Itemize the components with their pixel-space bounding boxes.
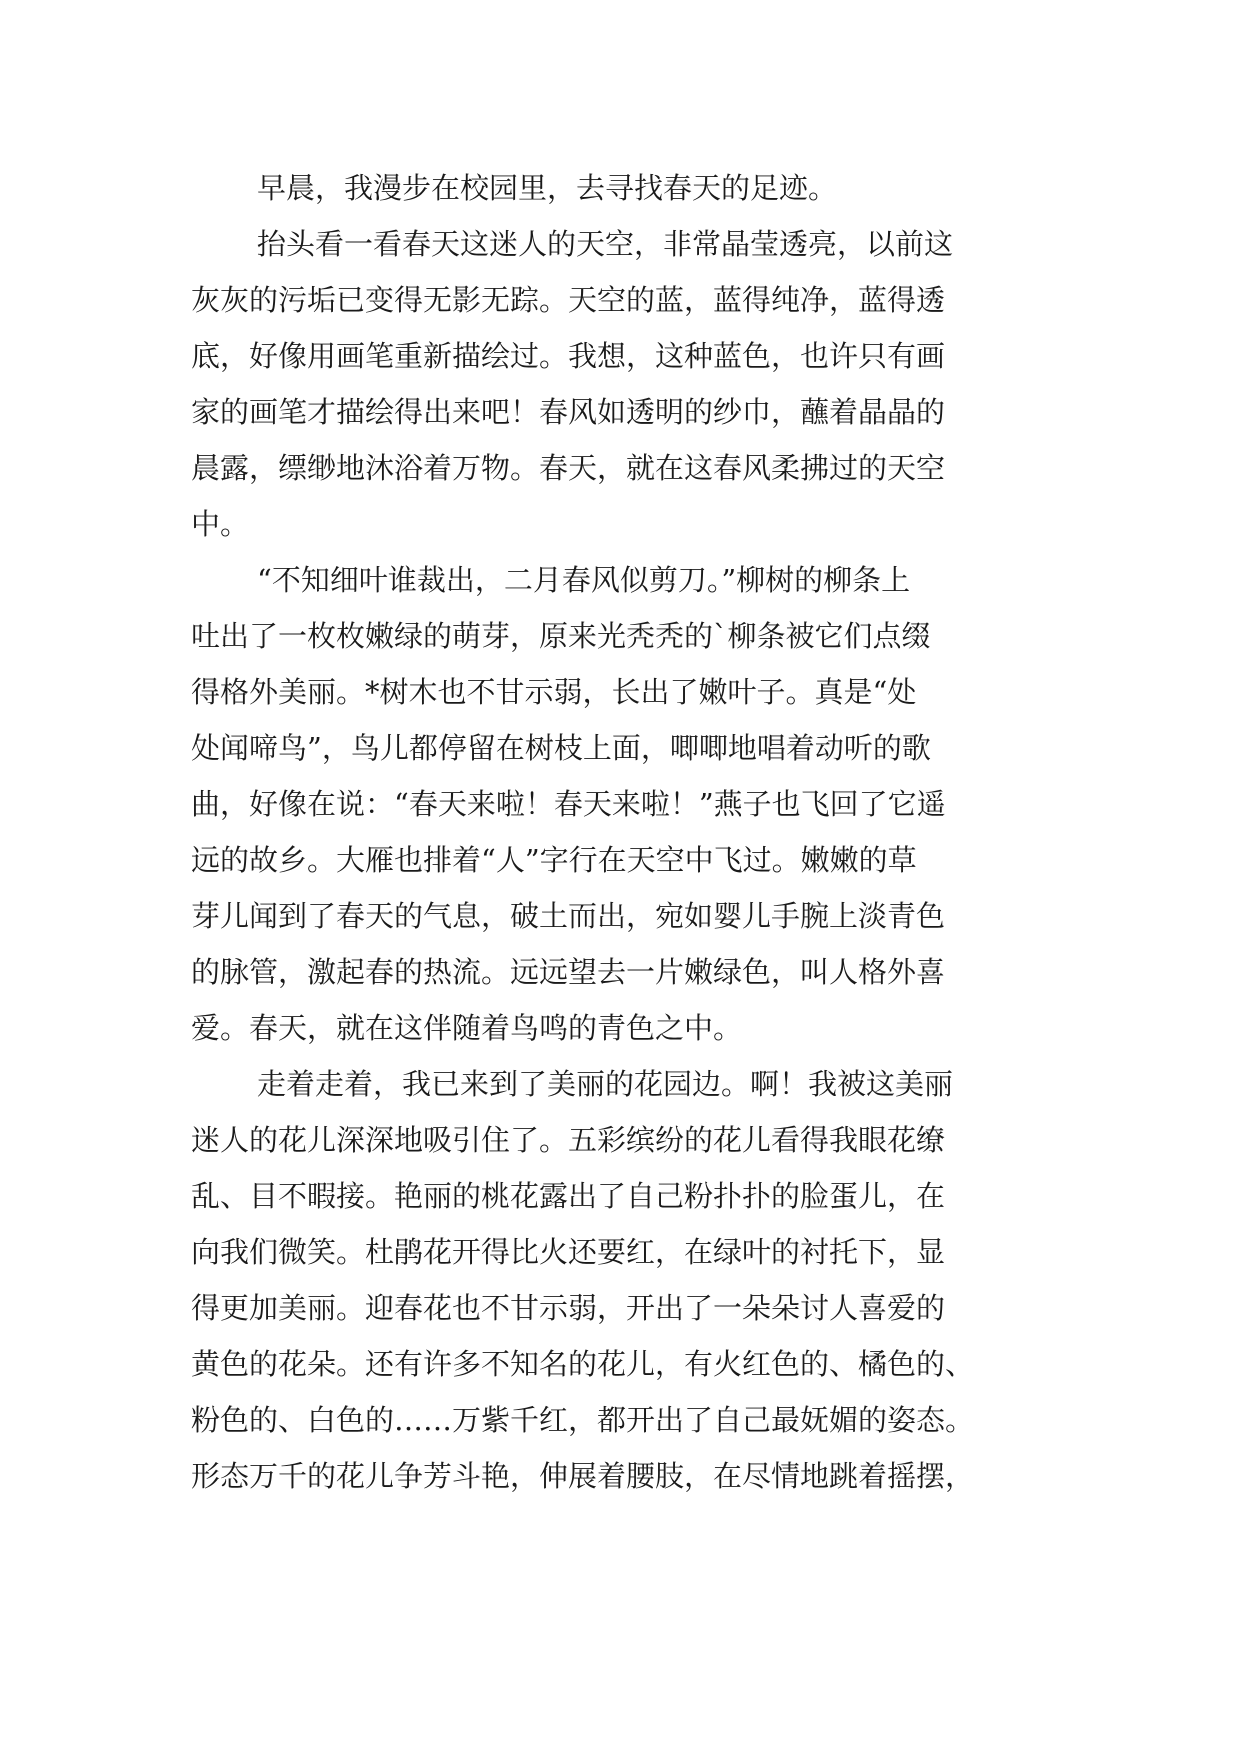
paragraph-3 [191, 552, 1061, 1056]
text-line: 曲，好像在说：“春天来啦！春天来啦！”燕子也飞回了它遥 [191, 787, 946, 821]
text-line: 迷人的花儿深深地吸引住了。五彩缤纷的花儿看得我眼花缭 [191, 1123, 946, 1157]
paragraph-4 [191, 1056, 1061, 1504]
text-line: 晨露，缥缈地沐浴着万物。春天，就在这春风柔拂过的天空 [191, 451, 946, 485]
text-line: 家的画笔才描绘得出来吧！春风如透明的纱巾，蘸着晶晶的 [191, 395, 946, 429]
text-line: 芽儿闻到了春天的气息，破土而出，宛如婴儿手腕上淡青色 [191, 899, 946, 933]
text-line: “不知细叶谁裁出，二月春风似剪刀。”柳树的柳条上 [257, 563, 911, 597]
text-line: 远的故乡。大雁也排着“人”字行在天空中飞过。嫩嫩的草 [191, 843, 917, 877]
text-line: 的脉管，激起春的热流。远远望去一片嫩绿色，叫人格外喜 [191, 955, 946, 989]
text-line: 黄色的花朵。还有许多不知名的花儿，有火红色的、橘色的、 [191, 1347, 975, 1381]
text-line: 早晨，我漫步在校园里，去寻找春天的足迹。 [257, 171, 838, 205]
text-line: 乱、目不暇接。艳丽的桃花露出了自己粉扑扑的脸蛋儿，在 [191, 1179, 946, 1213]
text-line: 中。 [191, 507, 250, 541]
text-line: 处闻啼鸟”，鸟儿都停留在树枝上面，唧唧地唱着动听的歌 [191, 731, 931, 765]
text-line: 底，好像用画笔重新描绘过。我想，这种蓝色，也许只有画 [191, 339, 946, 373]
text-line: 形态万千的花儿争芳斗艳，伸展着腰肢，在尽情地跳着摇摆， [191, 1459, 975, 1493]
text-line: 向我们微笑。杜鹃花开得比火还要红，在绿叶的衬托下，显 [191, 1235, 946, 1269]
text-line: 走着走着，我已来到了美丽的花园边。啊！我被这美丽 [257, 1067, 954, 1101]
text-line: 得更加美丽。迎春花也不甘示弱，开出了一朵朵讨人喜爱的 [191, 1291, 946, 1325]
text-line: 爱。春天，就在这伴随着鸟鸣的青色之中。 [191, 1011, 743, 1045]
paragraph-2 [191, 216, 1061, 552]
text-line: 粉色的、白色的……万紫千红，都开出了自己最妩媚的姿态。 [191, 1403, 975, 1437]
text-line: 得格外美丽。*树木也不甘示弱，长出了嫩叶子。真是“处 [191, 675, 917, 709]
text-line: 灰灰的污垢已变得无影无踪。天空的蓝，蓝得纯净，蓝得透 [191, 283, 946, 317]
paragraph-1 [191, 160, 1061, 216]
text-line: 吐出了一枚枚嫩绿的萌芽，原来光秃秃的`柳条被它们点缀 [191, 619, 931, 653]
essay-body [191, 160, 1061, 1504]
text-line: 抬头看一看春天这迷人的天空，非常晶莹透亮，以前这 [257, 227, 954, 261]
